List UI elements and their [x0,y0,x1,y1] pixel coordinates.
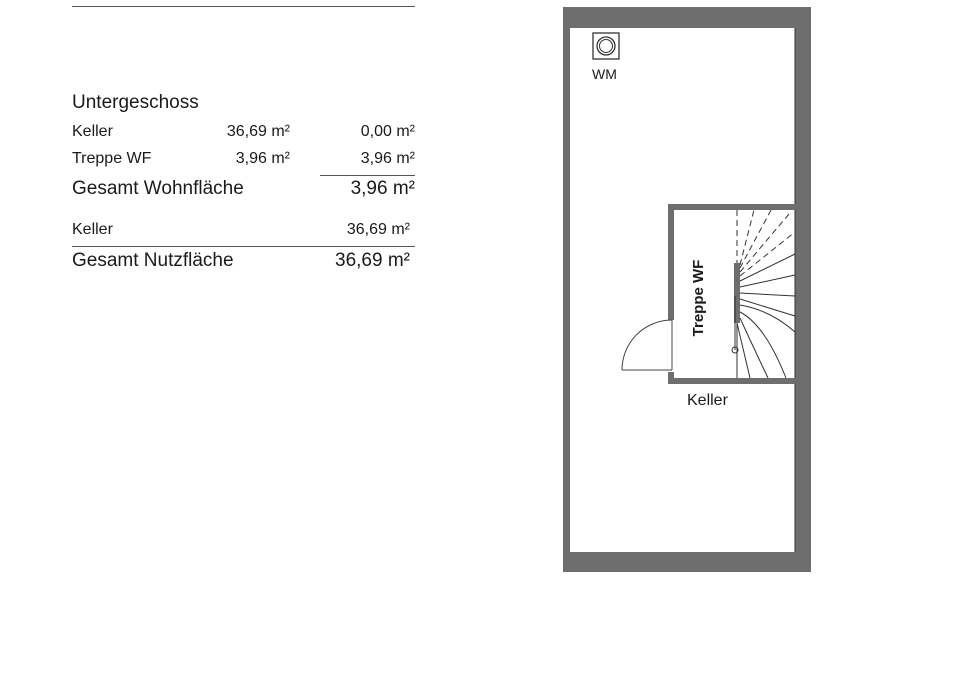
room-name: Treppe WF [72,150,152,167]
total-label: Gesamt Nutzfläche [72,250,234,271]
unit-label: m² [387,250,410,271]
room-label-keller: Keller [687,392,728,409]
unit-label: m² [396,123,415,140]
stair-label: Treppe WF [690,259,707,337]
room-area-value: 36,69 m² [226,123,290,140]
room-living-area-value: 0,00 m² [360,123,415,140]
unit-label: m² [392,178,415,199]
unit-label: m² [396,150,415,167]
unit-label: m² [271,123,290,140]
wm-label: WM [592,66,617,82]
outer-walls [563,7,811,572]
washing-machine-icon [593,33,619,59]
total-value: 36,69 m² [335,250,410,271]
door-opening [667,320,675,372]
room-area-value: 36,69 m² [346,221,410,238]
total-value: 3,96 m² [350,178,415,199]
total-label: Gesamt Wohnfläche [72,178,244,199]
room-name: Keller [72,123,113,140]
room-living-area-value: 3,96 m² [360,150,415,167]
unit-label: m² [391,221,410,238]
door-swing [622,320,672,370]
room-area-value: 3,96 m² [235,150,290,167]
unit-label: m² [271,150,290,167]
staircase [732,210,795,378]
room-name: Keller [72,221,113,238]
floor-title: Untergeschoss [72,92,199,113]
